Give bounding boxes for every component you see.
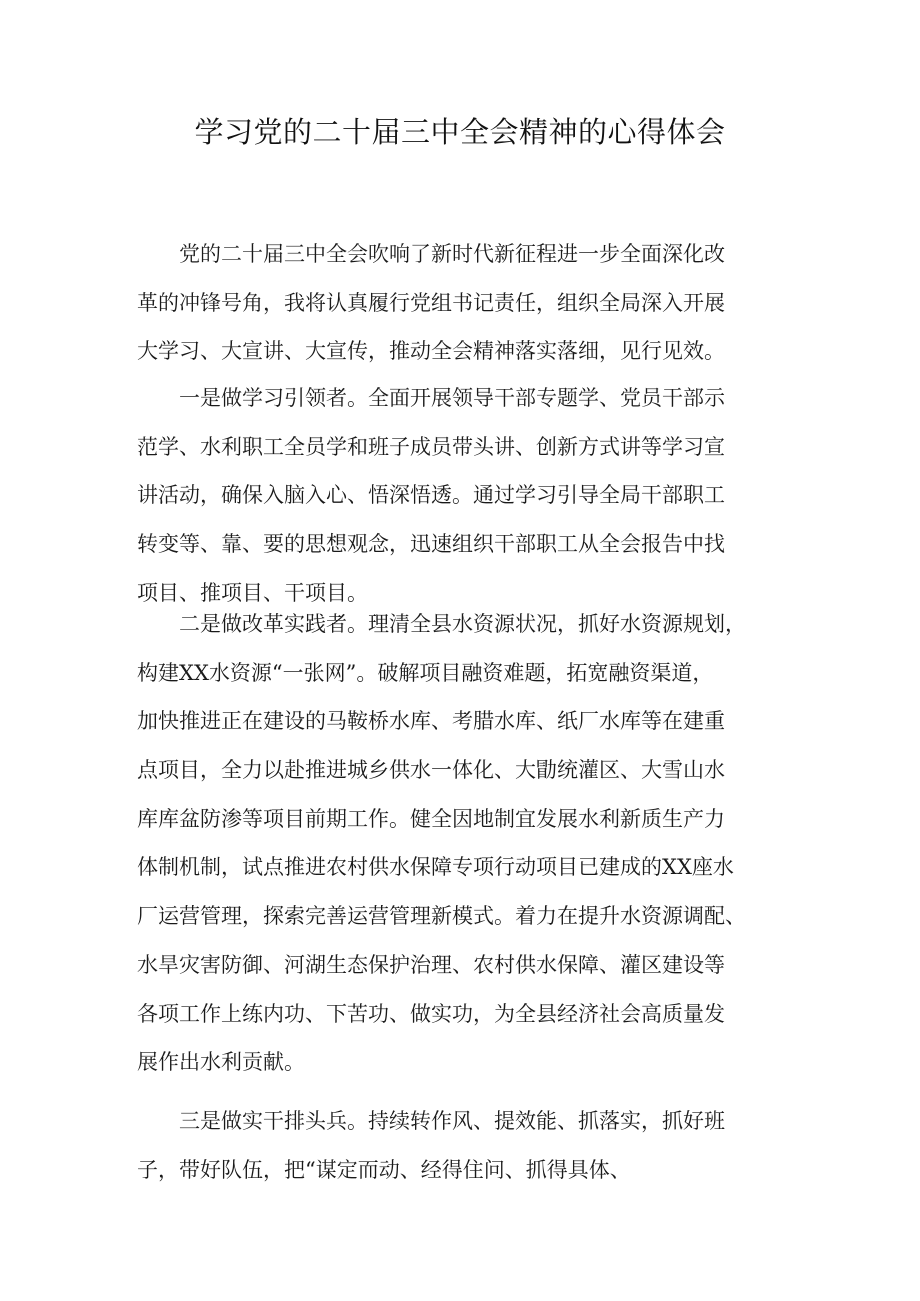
text-line: 子，带好队伍，把“谋定而动、经得住问、抓得具体、	[137, 1157, 631, 1182]
text-line: 讲活动，确保入脑入心、悟深悟透。通过学习引导全局干部职工	[137, 483, 725, 508]
text-line: 体制机制，试点推进农村供水保障专项行动项目已建成的XX座水	[137, 855, 734, 880]
paragraph-study-leader	[137, 374, 797, 617]
text-line: 项目、推项目、干项目。	[137, 580, 368, 605]
text-line: 革的冲锋号角，我将认真履行党组书记责任，组织全局深入开展	[137, 290, 725, 315]
text-line: 水旱灾害防御、河湖生态保护治理、农村供水保障、灌区建设等	[137, 952, 725, 977]
text-line: 一是做学习引领者。全面开展领导干部专题学、党员干部示	[137, 386, 725, 410]
paragraph-reform-practitioner	[137, 600, 797, 1087]
document-title: 学习党的二十届三中全会精神的心得体会	[194, 115, 726, 149]
paragraph-pioneer	[137, 1097, 797, 1194]
text-line: 三是做实干排头兵。持续转作风、提效能、抓落实，抓好班	[137, 1109, 725, 1133]
paragraph-intro	[137, 230, 797, 376]
text-line: 库库盆防渗等项目前期工作。健全因地制宜发展水利新质生产力	[137, 806, 725, 831]
text-line: 构建XX水资源“一张网”。破解项目融资难题，拓宽融资渠道，	[137, 660, 714, 685]
text-line: 转变等、靠、要的思想观念，迅速组织干部职工从全会报告中找	[137, 532, 725, 557]
text-line: 各项工作上练内功、下苦功、做实功，为全县经济社会高质量发	[137, 1001, 725, 1026]
text-line: 党的二十届三中全会吹响了新时代新征程进一步全面深化改	[137, 242, 725, 266]
text-line: 大学习、大宣讲、大宣传，推动全会精神落实落细，见行见效。	[137, 339, 725, 364]
text-line: 加快推进正在建设的马鞍桥水库、考腊水库、纸厂水库等在建重	[137, 709, 725, 734]
text-line: 厂运营管理，探索完善运营管理新模式。着力在提升水资源调配、	[137, 904, 746, 929]
text-line: 范学、水利职工全员学和班子成员带头讲、创新方式讲等学习宣	[137, 434, 725, 459]
text-line: 二是做改革实践者。理清全县水资源状况，抓好水资源规划，	[137, 612, 746, 636]
text-line: 展作出水利贡献。	[137, 1050, 305, 1075]
text-line: 点项目，全力以赴推进城乡供水一体化、大勖统灌区、大雪山水	[137, 758, 725, 783]
